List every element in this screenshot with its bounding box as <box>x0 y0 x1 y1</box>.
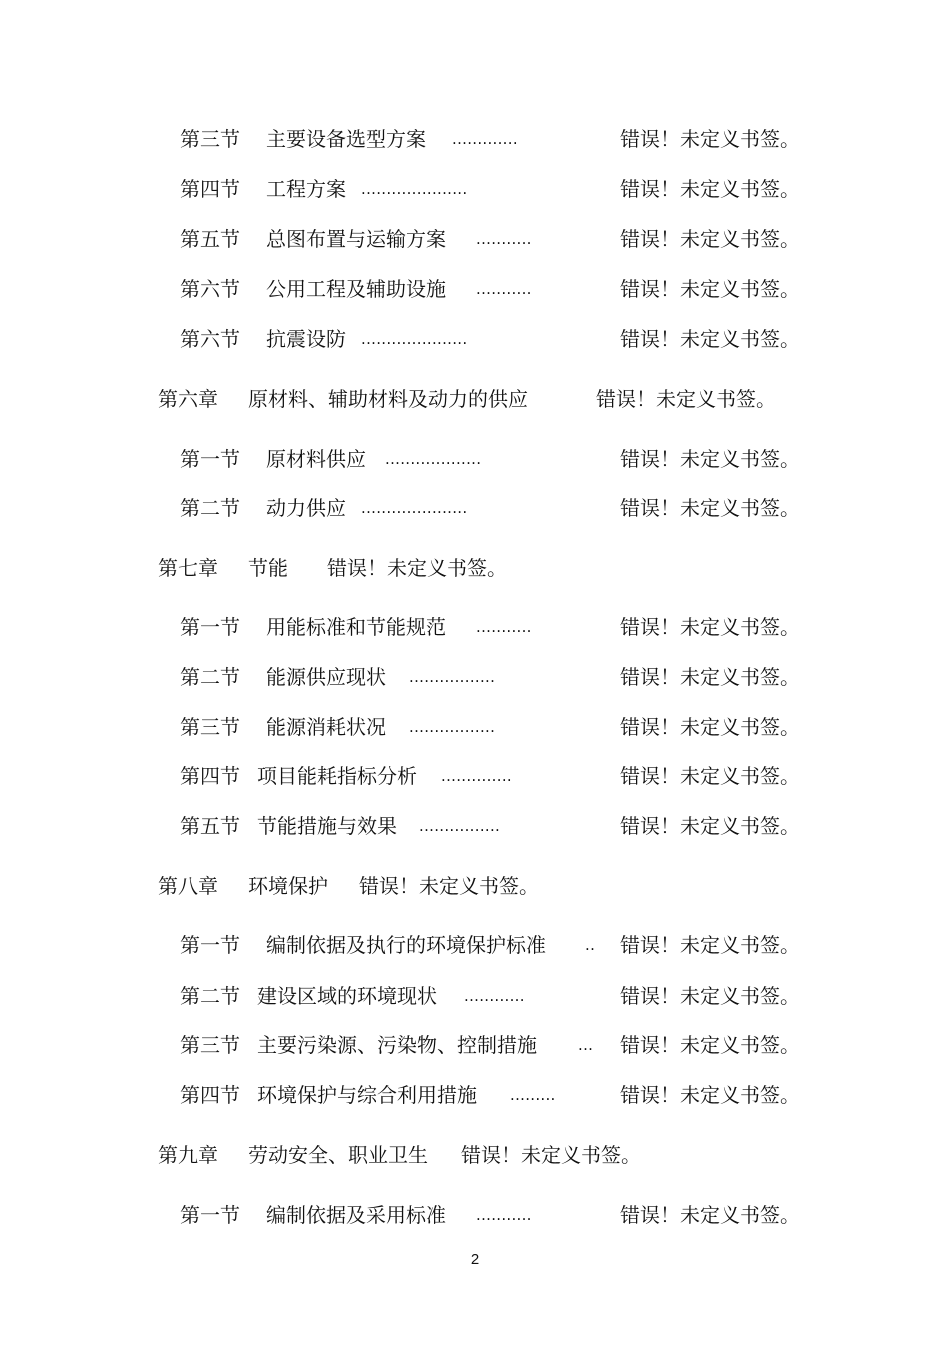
entry-number: 第五节 <box>180 814 240 838</box>
dot-leader: ................... <box>385 450 482 468</box>
bookmark-error-text: 错误！未定义书签。 <box>620 665 800 689</box>
bookmark-error-text: 错误！未定义书签。 <box>620 177 800 201</box>
entry-title: 劳动安全、职业卫生 <box>248 1143 428 1167</box>
toc-entry-section[interactable] <box>0 1200 950 1230</box>
bookmark-error-text: 错误！未定义书签。 <box>461 1143 641 1167</box>
entry-number: 第六章 <box>158 387 218 411</box>
toc-entry-section[interactable] <box>0 324 950 354</box>
entry-number: 第一节 <box>180 615 240 639</box>
entry-title: 公用工程及辅助设施 <box>266 277 446 301</box>
toc-entry-section[interactable] <box>0 930 950 960</box>
toc-entry-section[interactable] <box>0 1080 950 1110</box>
bookmark-error-text: 错误！未定义书签。 <box>620 764 800 788</box>
entry-title: 用能标准和节能规范 <box>266 615 446 639</box>
toc-entry-chapter[interactable] <box>0 1140 950 1170</box>
entry-title: 环境保护 <box>248 874 328 898</box>
bookmark-error-text: 错误！未定义书签。 <box>620 933 800 957</box>
entry-title: 能源消耗状况 <box>266 715 386 739</box>
dot-leader: .............. <box>441 767 512 785</box>
entry-number: 第二节 <box>180 984 240 1008</box>
entry-title: 主要设备选型方案 <box>266 127 426 151</box>
bookmark-error-text: 错误！未定义书签。 <box>620 814 800 838</box>
page-number: 2 <box>470 1251 480 1268</box>
entry-title: 原材料供应 <box>266 447 366 471</box>
entry-title: 主要污染源、污染物、控制措施 <box>257 1033 537 1057</box>
bookmark-error-text: 错误！未定义书签。 <box>620 447 800 471</box>
entry-title: 抗震设防 <box>266 327 346 351</box>
bookmark-error-text: 错误！未定义书签。 <box>620 615 800 639</box>
entry-number: 第五节 <box>180 227 240 251</box>
entry-title: 编制依据及执行的环境保护标准 <box>266 933 546 957</box>
entry-title: 原材料、辅助材料及动力的供应 <box>248 387 528 411</box>
entry-number: 第六节 <box>180 327 240 351</box>
dot-leader: ......... <box>510 1086 556 1104</box>
bookmark-error-text: 错误！未定义书签。 <box>620 277 800 301</box>
entry-number: 第一节 <box>180 933 240 957</box>
toc-entry-chapter[interactable] <box>0 553 950 583</box>
toc-entry-chapter[interactable] <box>0 871 950 901</box>
dot-leader: ... <box>578 1036 594 1054</box>
entry-number: 第八章 <box>158 874 218 898</box>
toc-entry-section[interactable] <box>0 444 950 474</box>
toc-entry-section[interactable] <box>0 224 950 254</box>
entry-title: 节能 <box>248 556 288 580</box>
entry-number: 第七章 <box>158 556 218 580</box>
toc-entry-section[interactable] <box>0 174 950 204</box>
entry-number: 第四节 <box>180 764 240 788</box>
toc-entry-chapter[interactable] <box>0 384 950 414</box>
dot-leader: ........... <box>476 618 532 636</box>
entry-number: 第二节 <box>180 665 240 689</box>
entry-number: 第一节 <box>180 1203 240 1227</box>
toc-entry-section[interactable] <box>0 274 950 304</box>
entry-title: 动力供应 <box>266 496 346 520</box>
dot-leader: ..................... <box>361 499 468 517</box>
bookmark-error-text: 错误！未定义书签。 <box>620 715 800 739</box>
entry-number: 第二节 <box>180 496 240 520</box>
dot-leader: ..................... <box>361 180 468 198</box>
dot-leader: ................. <box>409 668 496 686</box>
entry-title: 项目能耗指标分析 <box>257 764 417 788</box>
entry-title: 建设区域的环境现状 <box>257 984 437 1008</box>
entry-number: 第三节 <box>180 127 240 151</box>
bookmark-error-text: 错误！未定义书签。 <box>620 127 800 151</box>
bookmark-error-text: 错误！未定义书签。 <box>620 496 800 520</box>
entry-title: 环境保护与综合利用措施 <box>257 1083 477 1107</box>
toc-entry-section[interactable] <box>0 1030 950 1060</box>
toc-entry-section[interactable] <box>0 612 950 642</box>
entry-number: 第三节 <box>180 1033 240 1057</box>
toc-entry-section[interactable] <box>0 662 950 692</box>
entry-number: 第四节 <box>180 1083 240 1107</box>
toc-entry-section[interactable] <box>0 124 950 154</box>
bookmark-error-text: 错误！未定义书签。 <box>620 327 800 351</box>
toc-entry-section[interactable] <box>0 761 950 791</box>
entry-title: 总图布置与运输方案 <box>266 227 446 251</box>
entry-title: 节能措施与效果 <box>257 814 397 838</box>
bookmark-error-text: 错误！未定义书签。 <box>620 1083 800 1107</box>
bookmark-error-text: 错误！未定义书签。 <box>620 227 800 251</box>
entry-number: 第一节 <box>180 447 240 471</box>
toc-entry-section[interactable] <box>0 712 950 742</box>
dot-leader: ................ <box>419 817 501 835</box>
dot-leader: ........... <box>476 230 532 248</box>
toc-entry-section[interactable] <box>0 493 950 523</box>
bookmark-error-text: 错误！未定义书签。 <box>596 387 776 411</box>
bookmark-error-text: 错误！未定义书签。 <box>620 1203 800 1227</box>
bookmark-error-text: 错误！未定义书签。 <box>620 1033 800 1057</box>
entry-title: 编制依据及采用标准 <box>266 1203 446 1227</box>
dot-leader: ................. <box>409 718 496 736</box>
dot-leader: .. <box>585 936 596 954</box>
bookmark-error-text: 错误！未定义书签。 <box>359 874 539 898</box>
dot-leader: ........... <box>476 280 532 298</box>
entry-number: 第六节 <box>180 277 240 301</box>
dot-leader: ........... <box>476 1206 532 1224</box>
entry-number: 第三节 <box>180 715 240 739</box>
dot-leader: ..................... <box>361 330 468 348</box>
entry-number: 第四节 <box>180 177 240 201</box>
entry-title: 能源供应现状 <box>266 665 386 689</box>
dot-leader: ............ <box>464 987 525 1005</box>
entry-number: 第九章 <box>158 1143 218 1167</box>
bookmark-error-text: 错误！未定义书签。 <box>620 984 800 1008</box>
entry-title: 工程方案 <box>266 177 346 201</box>
bookmark-error-text: 错误！未定义书签。 <box>327 556 507 580</box>
toc-entry-section[interactable] <box>0 811 950 841</box>
toc-entry-section[interactable] <box>0 981 950 1011</box>
dot-leader: ............. <box>452 130 518 148</box>
